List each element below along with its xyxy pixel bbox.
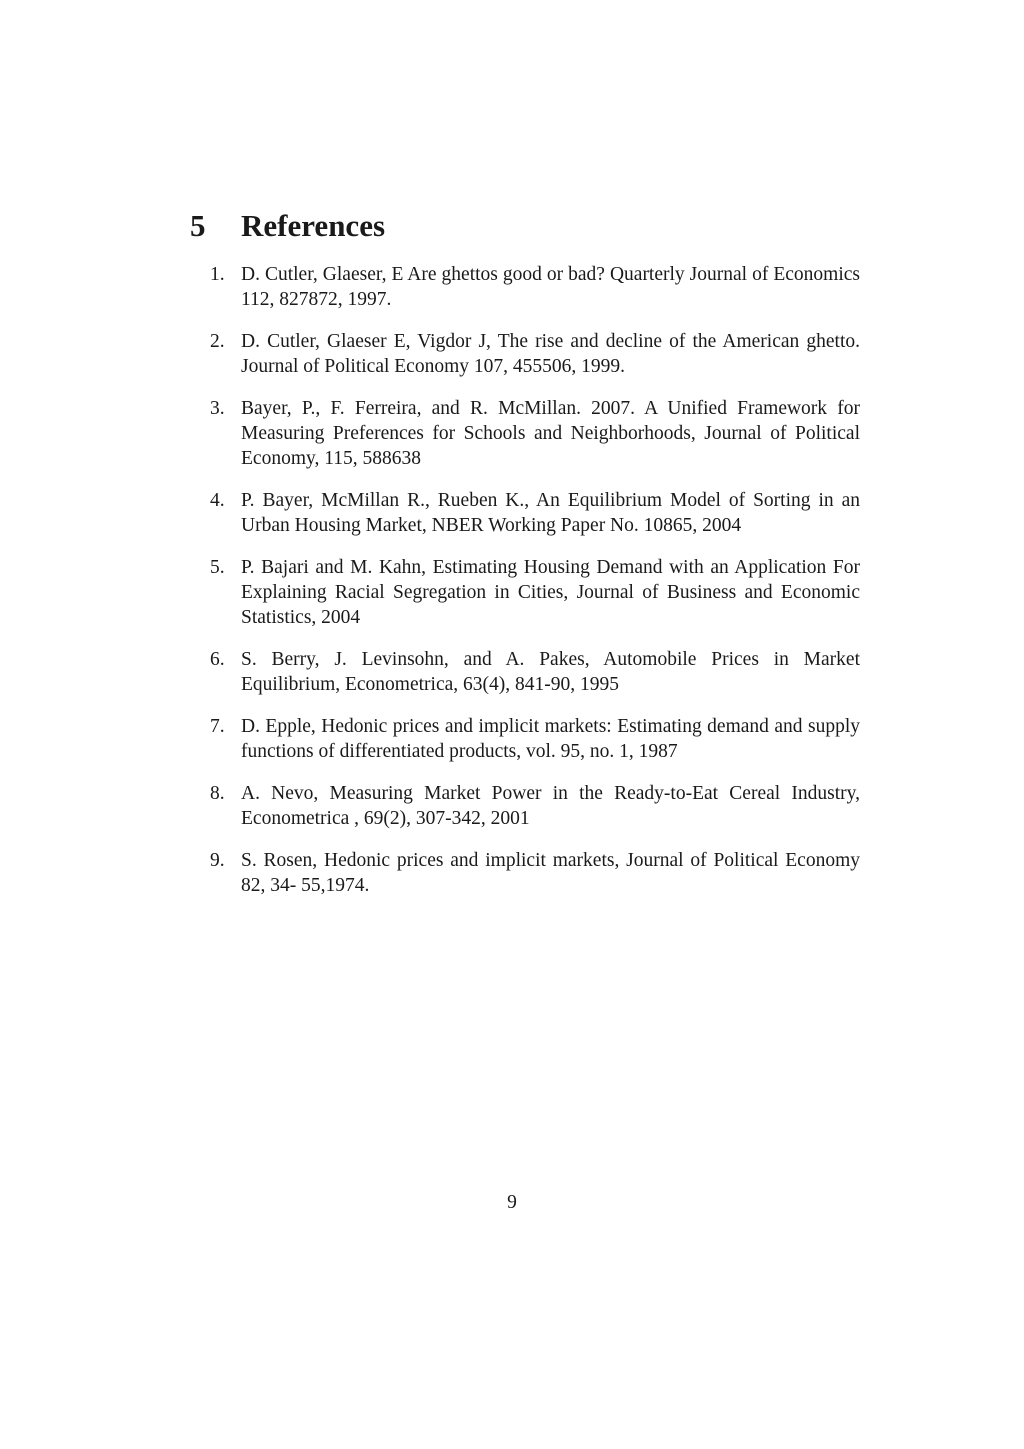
reference-text: D. Cutler, Glaeser, E Are ghettos good or bad? Quarterly Journal of Economics 112, 827872, 1997. (241, 264, 860, 310)
reference-number: 7. (210, 716, 225, 737)
reference-item (210, 647, 860, 697)
reference-text: Bayer, P., F. Ferreira, and R. McMillan. 2007. A Unified Framework for Measuring Preferences for Schools and Neighborhoods, Journal of Political Economy, 115, 588638 (241, 398, 860, 469)
reference-number: 2. (210, 331, 225, 352)
reference-text: S. Rosen, Hedonic prices and implicit markets, Journal of Political Economy 82, 34- 55,1974. (241, 850, 860, 896)
reference-number: 5. (210, 557, 225, 578)
reference-text: D. Epple, Hedonic prices and implicit markets: Estimating demand and supply functions of differentiated products, vol. 95, no. 1, 1987 (241, 716, 860, 762)
reference-item (210, 396, 860, 471)
reference-item (210, 488, 860, 538)
reference-number: 3. (210, 398, 225, 419)
reference-number: 4. (210, 490, 225, 511)
reference-text: A. Nevo, Measuring Market Power in the Ready-to-Eat Cereal Industry, Econometrica , 69(2), 307-342, 2001 (241, 783, 860, 829)
section-number: 5 (190, 208, 206, 243)
reference-text: P. Bayer, McMillan R., Rueben K., An Equilibrium Model of Sorting in an Urban Housing Market, NBER Working Paper No. 10865, 2004 (241, 490, 860, 536)
reference-item (210, 555, 860, 630)
section-title: References (241, 208, 386, 243)
reference-item (210, 848, 860, 898)
reference-item (210, 262, 860, 312)
reference-item (210, 714, 860, 764)
reference-text: S. Berry, J. Levinsohn, and A. Pakes, Automobile Prices in Market Equilibrium, Econometrica, 63(4), 841-90, 1995 (241, 649, 860, 695)
reference-number: 8. (210, 783, 225, 804)
page-number: 9 (507, 1192, 517, 1213)
reference-number: 6. (210, 649, 225, 670)
reference-item (210, 781, 860, 831)
reference-number: 9. (210, 850, 225, 871)
reference-list (210, 262, 860, 915)
reference-text: D. Cutler, Glaeser E, Vigdor J, The rise and decline of the American ghetto. Journal of Political Economy 107, 455506, 1999. (241, 331, 860, 377)
reference-text: P. Bajari and M. Kahn, Estimating Housing Demand with an Application For Explaining Racial Segregation in Cities, Journal of Business and Economic Statistics, 2004 (241, 557, 860, 628)
reference-number: 1. (210, 264, 225, 285)
reference-item (210, 329, 860, 379)
section-heading (190, 206, 385, 246)
